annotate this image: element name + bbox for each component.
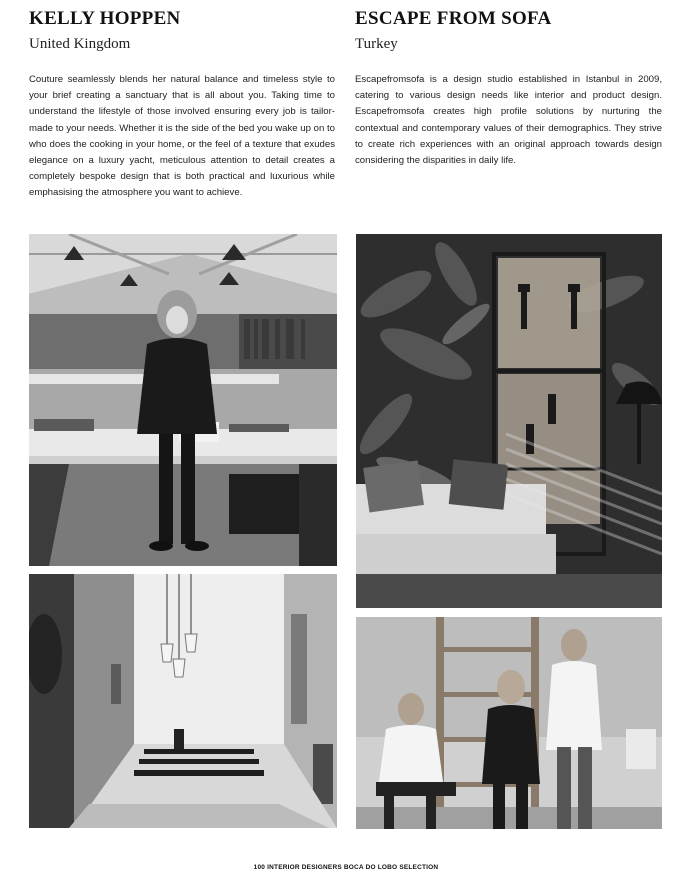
designer-country-escape-from-sofa: Turkey bbox=[355, 36, 398, 52]
living-room-photo bbox=[356, 234, 662, 608]
team-portrait-photo bbox=[356, 617, 662, 829]
hallway-interior-photo bbox=[29, 574, 337, 828]
page-footer: 100 INTERIOR DESIGNERS BOCA DO LOBO SELECTION bbox=[253, 864, 439, 871]
designer-description-escape-from-sofa: Escapefromsofa is a design studio established in Istanbul in 2009, catering to various design needs like interior and product design. Escapefromsofa creates high profile solutions by nurturing the contextual and contemporary values of their demographics. They strive to create rich experiences with an original approach towards design considering the disparities in daily life. bbox=[355, 74, 662, 167]
designer-name-kelly-hoppen: KELLY HOPPEN bbox=[29, 8, 181, 29]
designer-name-escape-from-sofa: ESCAPE FROM SOFA bbox=[355, 8, 552, 29]
designer-country-kelly-hoppen: United Kingdom bbox=[29, 36, 131, 52]
designer-description-kelly-hoppen: Couture seamlessly blends her natural balance and timeless style to your brief creating a sanctuary that is all about you. Taking time to understand the lifestyle of those involved ensuring every job is tailor-made to your needs. Whether it is the side of the bed you wake up on to who does the cooking in your home, or the feel of a texture that exudes elegance on a luxury yacht, meticulous attention to detail creates a completely bespoke design that is both practical and luxurious while emphasising the atmosphere you want to achieve. bbox=[29, 74, 335, 199]
studio-portrait-photo bbox=[29, 234, 337, 566]
